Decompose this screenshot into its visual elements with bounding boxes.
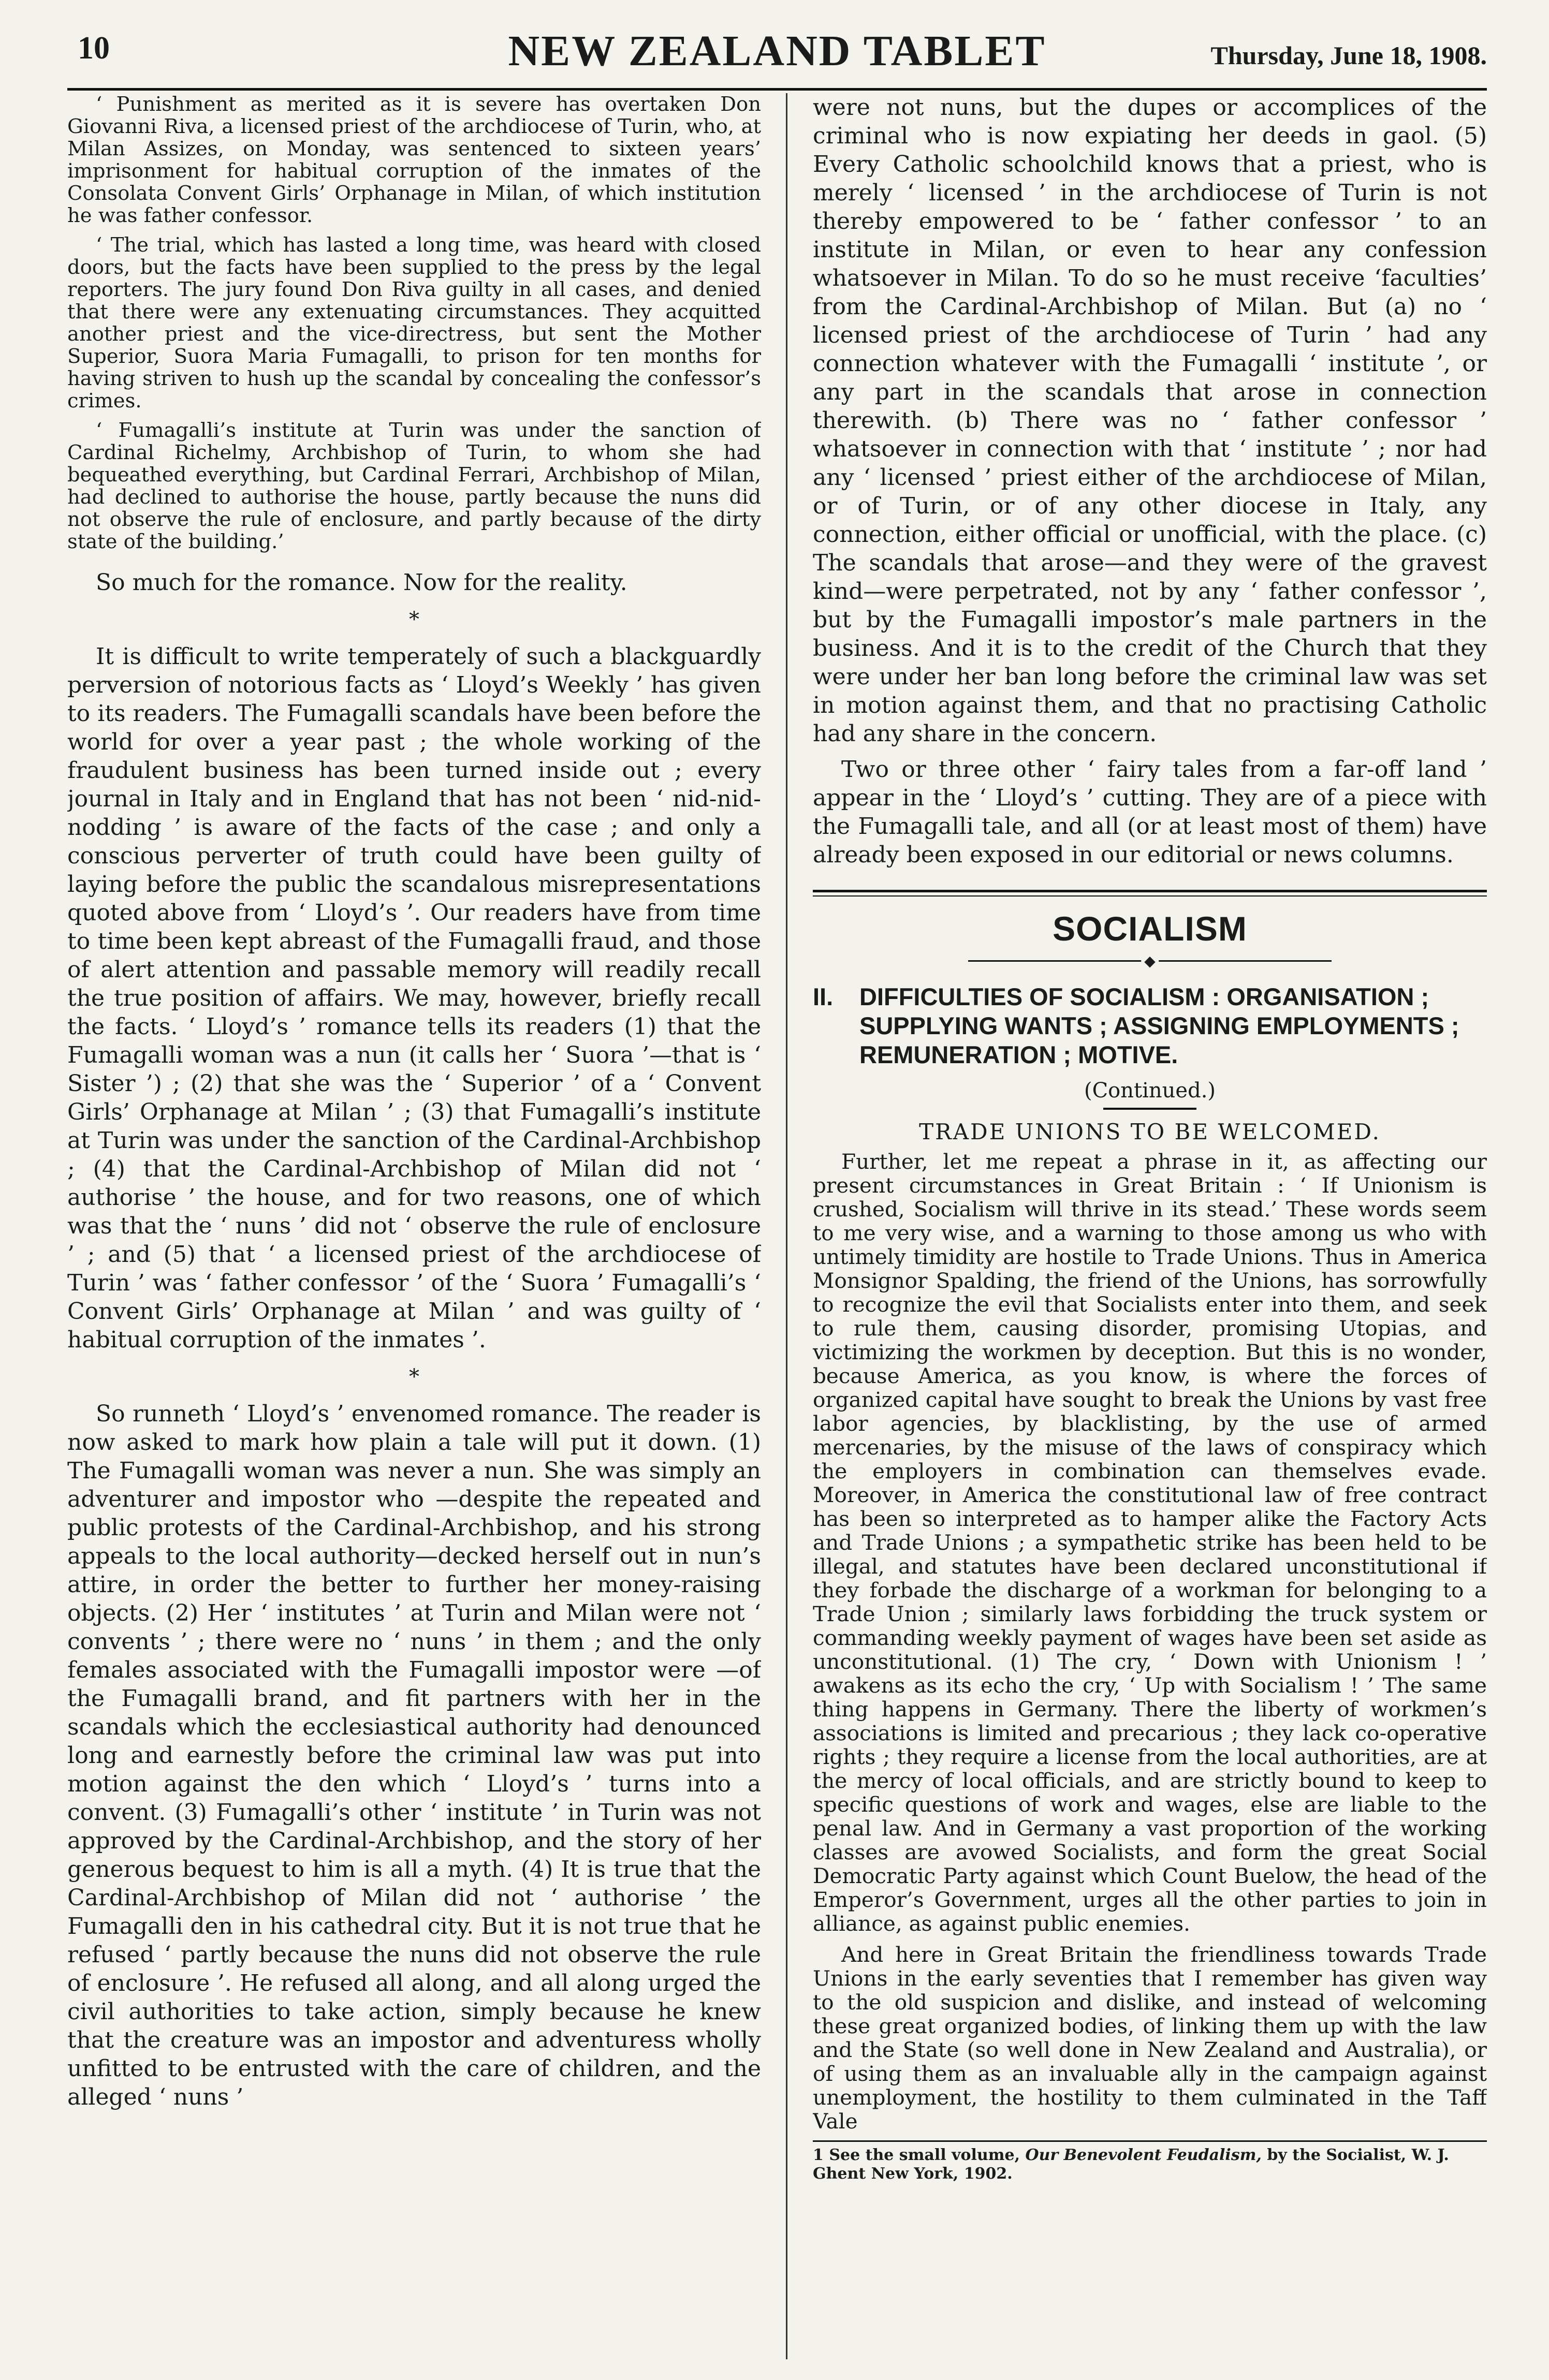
body-paragraph: And here in Great Britain the friendliness towards Trade Unions in the early seventies that I remember has given way to the old suspicion and dislike, and instead of welcoming these great organized bodies, of linking them up with the law and the State (so well done in New Zealand and Australia), or of using them as an invaluable ally in the campaign against unemployment, the hostility to them culminated in the Taff Vale [813,1942,1487,2134]
continued-note: (Continued.) [1084,1079,1216,1103]
subheading-number: II. [813,983,834,1010]
right-column [813,93,1487,2359]
section-rule [813,890,1487,897]
transition-line: So much for the romance. Now for the reality. [96,569,627,596]
minor-heading: TRADE UNIONS TO BE WELCOMED. [919,1119,1381,1144]
section-separator: * [409,1365,419,1389]
quoted-paragraph: ‘ Punishment as merited as it is severe has overtaken Don Giovanni Riva, a licensed priest of the archdiocese of Turin, who, at Milan Assizes, on Monday, was sentenced to sixteen years’ imprisonment for habitual corruption of the inmates of the Consolata Convent Girls’ Orphanage in Milan, of which institution he was father confessor. [67,93,761,227]
section-separator: * [409,608,419,631]
column-rule [786,93,787,2359]
subheading-text: DIFFICULTIES OF SOCIALISM : ORGANISATION ; SUPPLYING WANTS ; ASSIGNING EMPLOYMENTS ; REMUNERATION ; MOTIVE. [859,983,1459,1068]
short-rule [1103,1108,1196,1110]
page-number: 10 [78,31,110,66]
masthead [67,26,1487,91]
section-title: SOCIALISM [1053,909,1247,948]
article-subheading [813,982,1487,1069]
issue-date: Thursday, June 18, 1908. [1210,41,1487,70]
body-paragraph: So runneth ‘ Lloyd’s ’ envenomed romance. The reader is now asked to mark how plain a tale will put it down. (1) The Fumagalli woman was never a nun. She was simply an adventurer and impostor who —despite the repeated and public protests of the Cardinal-Archbishop, and his strong appeals to the local authority—decked herself out in nun’s attire, in order the better to further her money-raising objects. (2) Her ‘ institutes ’ at Turin and Milan were not ‘ convents ’ ; there were no ‘ nuns ’ in them ; and the only females associated with the Fumagalli impostor were —of the Fumagalli brand, and fit partners with her in the scandals which the ecclesiastical authority had denounced long and earnestly before the criminal law was put into motion against the den which ‘ Lloyd’s ’ turns into a convent. (3) Fumagalli’s other ‘ institute ’ in Turin was not approved by the Cardinal-Archbishop, and the story of her generous bequest to him is all a myth. (4) It is true that the Cardinal-Archbishop of Milan did not ‘ authorise ’ the Fumagalli den in his cathedral city. But it is not true that he refused ‘ partly because the nuns did not observe the rule of enclosure ’. He refused all along, and all along urged the civil authorities to take action, simply because he knew that the creature was an impostor and adventuress wholly unfitted to be entrusted with the care of children, and the alleged ‘ nuns ’ [67,1401,761,2110]
left-column [67,93,761,2359]
footnote-rule [813,2140,1487,2142]
article-columns [67,93,1487,2359]
newspaper-title: NEW ZEALAND TABLET [508,27,1046,75]
quoted-paragraph: ‘ Fumagalli’s institute at Turin was under the sanction of Cardinal Richelmy, Archbishop of Turin, to whom she had bequeathed everything, but Cardinal Ferrari, Archbishop of Milan, had declined to authorise the house, partly because the nuns did not observe the rule of enclosure, and partly because of the dirty state of the building.’ [67,419,761,553]
body-paragraph: were not nuns, but the dupes or accomplices of the criminal who is now expiating her deeds in gaol. (5) Every Catholic schoolchild knows that a priest, who is merely ‘ licensed ’ in the archdiocese of Turin is not thereby empowered to be ‘ father confessor ’ to an institute in Milan, or even to hear any confession whatsoever in Milan. To do so he must receive ‘faculties’ from the Cardinal-Archbishop of Milan. But (a) no ‘ licensed priest of the archdiocese of Turin ’ had any connection whatever with the Fumagalli ‘ institute ’, or any part in the scandals that arose in connection therewith. (b) There was no ‘ father confessor ’ whatsoever in connection with that ‘ institute ’ ; nor had any ‘ licensed ’ priest either of the archdiocese of Milan, or of Turin, or of any other diocese in Italy, any connection, either official or unofficial, with the place. (c) The scandals that arose—and they were of the gravest kind—were perpetrated, not by any ‘ father confessor ’, but by the Fumagalli impostor’s male partners in the business. And it is to the credit of the Church that they were under her ban long before the criminal law was set in motion against them, and that no practising Catholic had any share in the concern. [813,94,1487,747]
footnote: 1 See the small volume, Our Benevolent Feudalism, by the Socialist, W. J. Ghent New York, 1902. [813,2146,1449,2183]
diamond-icon: ◆ [1141,953,1159,969]
footnote-book-title: Our Benevolent Feudalism, [1025,2146,1262,2164]
body-paragraph: Further, let me repeat a phrase in it, as affecting our present circumstances in Great Britain : ‘ If Unionism is crushed, Socialism will thrive in its stead.’ These words seem to me very wise, and a warning to those among us who with untimely timidity are hostile to Trade Unions. Thus in America Monsignor Spalding, the friend of the Unions, has sorrowfully to recognize the evil that Socialists enter into them, and seek to rule them, causing disorder, promising Utopias, and victimizing the workmen by deception. But this is no wonder, because America, as you know, is where the forces of organized capital have sought to break the Unions by vast free labor agencies, by blacklisting, by the use of armed mercenaries, by the misuse of the laws of conspiracy which the employers in combination can themselves evade. Moreover, in America the constitutional law of free contract has been so interpreted as to hamper alike the Factory Acts and Trade Unions ; a sympathetic strike has been held to be illegal, and statutes have been declared unconstitutional if they forbade the discharge of a workman for belonging to a Trade Union ; similarly laws forbidding the truck system or commanding weekly payment of wages have been set aside as unconstitutional. (1) The cry, ‘ Down with Unionism ! ’ awakens as its echo the cry, ‘ Up with Socialism ! ’ The same thing happens in Germany. There the liberty of workmen’s associations is limited and precarious ; they lack co-operative rights ; they require a license from the local authorities, are at the mercy of local officials, and are strictly bound to keep to specific questions of work and wages, else are liable to the penal law. And in Germany a vast proportion of the working classes are avowed Socialists, and form the great Social Democratic Party against which Count Buelow, the head of the Emperor’s Government, urges all the other parties to join in alliance, as against public enemies. [813,1149,1487,1936]
body-paragraph: Two or three other ‘ fairy tales from a far-off land ’ appear in the ‘ Lloyd’s ’ cutting. They are of a piece with the Fumagalli tale, and all (or at least most of them) have already been exposed in our editorial or news columns. [813,756,1487,868]
ornamental-rule [968,953,1332,969]
quoted-paragraph: ‘ The trial, which has lasted a long time, was heard with closed doors, but the facts have been supplied to the press by the legal reporters. The jury found Don Riva guilty in all cases, and denied that there were any extenuating circumstances. They acquitted another priest and the vice-directress, but sent the Mother Superior, Suora Maria Fumagalli, to prison for ten months for having striven to hush up the scandal by concealing the confessor’s crimes. [67,233,761,413]
body-paragraph: It is difficult to write temperately of such a blackguardly perversion of notorious facts as ‘ Lloyd’s Weekly ’ has given to its readers. The Fumagalli scandals have been before the world for over a year past ; the whole working of the fraudulent business has been turned inside out ; every journal in Italy and in England that has not been ‘ nid-nid-nodding ’ is aware of the facts of the case ; and only a conscious perverter of truth could have been guilty of laying before the public the scandalous misrepresentations quoted above from ‘ Lloyd’s ’. Our readers have from time to time been kept abreast of the Fumagalli fraud, and those of alert attention and passable memory will readily recall the true position of affairs. We may, however, briefly recall the facts. ‘ Lloyd’s ’ romance tells its readers (1) that the Fumagalli woman was a nun (it calls her ‘ Suora ’—that is ‘ Sister ’) ; (2) that she was the ‘ Superior ’ of a ‘ Convent Girls’ Orphanage at Milan ’ ; (3) that Fumagalli’s institute at Turin was under the sanction of the Cardinal-Archbishop ; (4) that the Cardinal-Archbishop of Milan did not ‘ authorise ’ the house, and for two reasons, one of which was that the ‘ nuns ’ did not ‘ observe the rule of enclosure ’ ; and (5) that ‘ a licensed priest of the archdiocese of Turin ’ was ‘ father confessor ’ of the ‘ Suora ’ Fumagalli’s ‘ Convent Girls’ Orphanage at Milan ’ and was guilty of ‘ habitual corruption of the inmates ’. [67,643,761,1353]
